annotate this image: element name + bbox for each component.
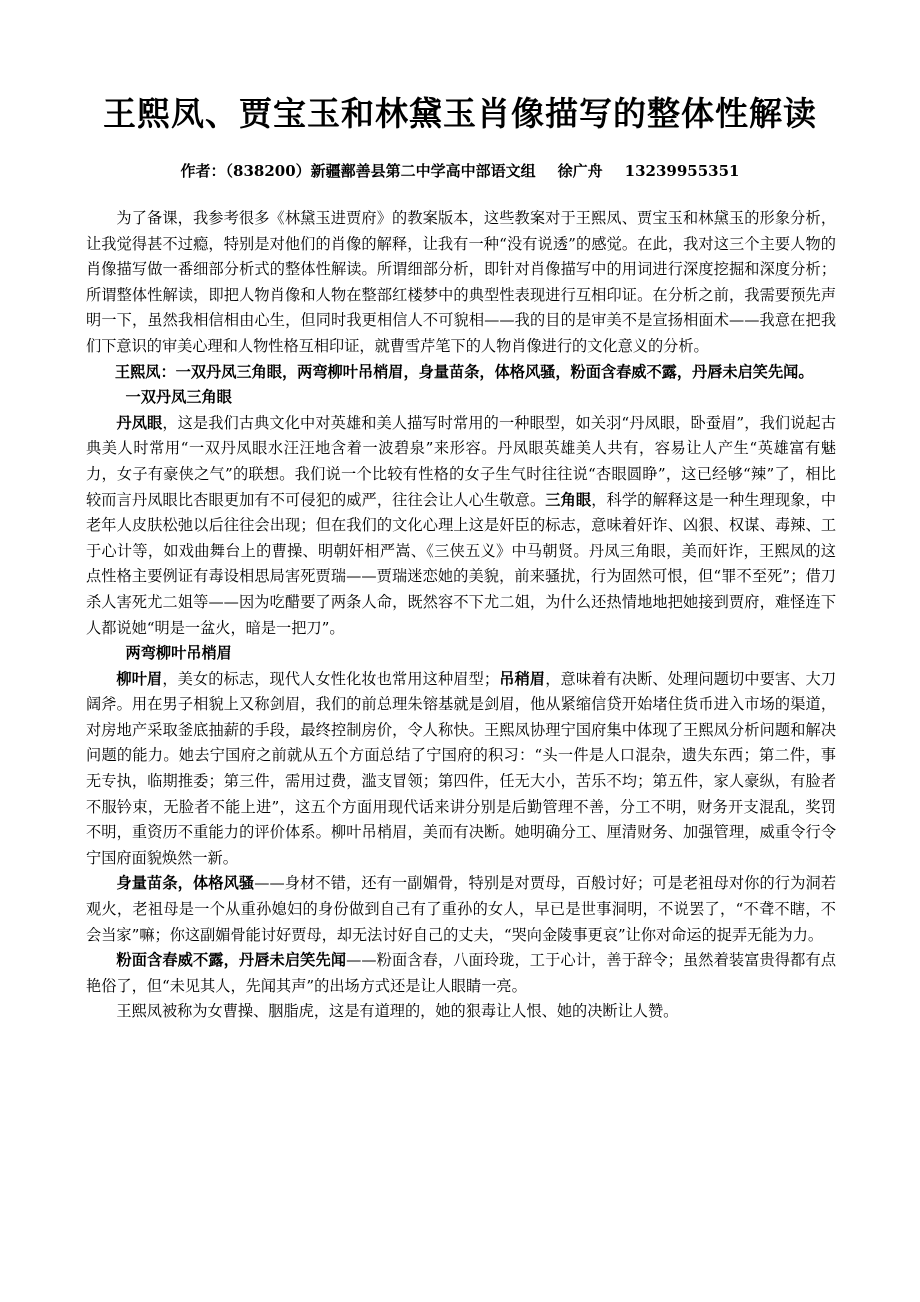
brows-text-2: ，意味着有决断、处理问题切中要害、大刀阔斧。用在男子相貌上又称剑眉，我们的前总理朱镕基就是剑眉，他从紧缩信贷开始堵住货币进入市场的渠道，对房地产采取釜底抽薪的手段，最终控制房价，令人称快。王熙凤协理宁国府集中体现了王熙凤分析问题和解决问题的能力。她去宁国府之前就从五个方面总结了宁国府的积习：“头一件是人口混杂，遗失东西；第二件，事无专执，临期推委；第三件，需用过费，滥支冒领；第四件，任无大小，苦乐不均；第五件，家人豪纵，有脸者不服钤束，无脸者不能上进”，这五个方面用现代话来讲分别是后勤管理不善，分工不明，财务开支混乱，奖罚不明，重资历不重能力的评价体系。柳叶吊梢眉，美而有决断。她明确分工、厘清财务、加强管理，威重令行令宁国府面貌焕然一新。 <box>86 669 837 867</box>
figure-paragraph <box>86 871 836 948</box>
face-text: ——粉面含春，八面玲珑，工于心计，善于辞令；虽然着装富贵得都有点艳俗了，但“未见其人，先闻其声”的出场方式还是让人眼睛一亮。 <box>86 951 837 995</box>
brows-term-diaoshao: 吊稍眉 <box>499 669 546 688</box>
eyes-term-sanjiao: 三角眼 <box>545 490 592 509</box>
figure-term: 身量苗条，体格风骚 <box>116 874 255 893</box>
figure-text: ——身材不错，还有一副媚骨，特别是对贾母，百般讨好；可是老祖母对你的行为洞若观火，老祖母是一个从重孙媳妇的身份做到自己有了重孙的女人，早已是世事洞明，不说罢了，“不聋不瞎，不会当家”嘛；你这副媚骨能讨好贾母，却无法讨好自己的丈夫，“哭向金陵事更哀”让你对命运的捉弄无能为力。 <box>86 874 837 944</box>
brows-subheading: 两弯柳叶吊梢眉 <box>125 644 232 663</box>
eyes-paragraph <box>86 411 836 641</box>
author-phone: 13239955351 <box>624 162 740 180</box>
article-body <box>86 206 836 1025</box>
author-name: 徐广舟 <box>557 162 603 180</box>
face-paragraph <box>86 948 836 999</box>
author-affiliation: 作者：（838200）新疆鄯善县第二中学高中部语文组 <box>180 162 536 180</box>
eyes-subheading: 一双丹凤三角眼 <box>125 388 232 407</box>
intro-paragraph: 为了备课，我参考很多《林黛玉进贾府》的教案版本，这些教案对于王熙凤、贾宝玉和林黛玉的形象分析，让我觉得甚不过瘾，特别是对他们的肖像的解释，让我有一种“没有说透”的感觉。在此，我对这三个主要人物的肖像描写做一番细部分析式的整体性解读。所谓细部分析，即针对肖像描写中的用词进行深度挖掘和深度分析；所谓整体性解读，即把人物肖像和人物在整部红楼梦中的典型性表现进行互相印证。在分析之前，我需要预先声明一下，虽然我相信相由心生，但同时我更相信人不可貌相——我的目的是审美不是宣扬相面术——我意在把我们下意识的审美心理和人物性格互相印证，就曹雪芹笔下的人物肖像进行的文化意义的分析。 <box>86 209 836 355</box>
closing-paragraph: 王熙凤被称为女曹操、胭脂虎，这是有道理的，她的狠毒让人恨、她的决断让人赞。 <box>116 1002 679 1021</box>
eyes-text-1: ，这是我们古典文化中对英雄和美人描写时常用的一种眼型，如关羽“丹凤眼，卧蚕眉”，我们说起古典美人时常用“一双丹凤眼水汪汪地含着一波碧泉”来形容。丹凤眼英雄美人共有，容易让人产生“英雄富有魅力，女子有豪侠之气”的联想。我们说一个比较有性格的女子生气时往往说“杏眼圆睁”，这已经够“辣”了，相比较而言丹凤眼比杏眼更加有不可侵犯的威严，往往会让人心生敬意。 <box>86 413 837 509</box>
brows-paragraph <box>86 667 836 872</box>
eyes-text-2: ，科学的解释这是一种生理现象，中老年人皮肤松弛以后往往会出现；但在我们的文化心理上这是奸臣的标志，意味着奸诈、凶狠、权谋、毒辣、工于心计等，如戏曲舞台上的曹操、明朝奸相严嵩、《三侠五义》中马朝贤。丹凤三角眼，美而奸诈，王熙凤的这点性格主要例证有毒设相思局害死贾瑞——贾瑞迷恋她的美貌，前来骚扰，行为固然可恨，但“罪不至死”；借刀杀人害死尤二姐等——因为吃醋要了两条人命，既然容不下尤二姐，为什么还热情地地把她接到贾府，难怪连下人都说她“明是一盆火，暗是一把刀”。 <box>86 490 837 637</box>
author-line <box>0 160 920 181</box>
wang-xifeng-heading <box>86 360 836 386</box>
eyes-term-danfeng: 丹凤眼 <box>116 413 163 432</box>
brows-term-liuye: 柳叶眉 <box>116 669 163 688</box>
brows-text-1: ，美女的标志，现代人女性化妆也常用这种眉型； <box>162 669 500 688</box>
document-title: 王熙凤、贾宝玉和林黛玉肖像描写的整体性解读 <box>103 94 817 133</box>
wang-xifeng-heading-text: 王熙凤：一双丹凤三角眼，两弯柳叶吊梢眉，身量苗条，体格风骚，粉面含春威不露，丹唇未启笑先闻。 <box>114 362 814 381</box>
face-term: 粉面含春威不露，丹唇未启笑先闻 <box>116 951 347 970</box>
